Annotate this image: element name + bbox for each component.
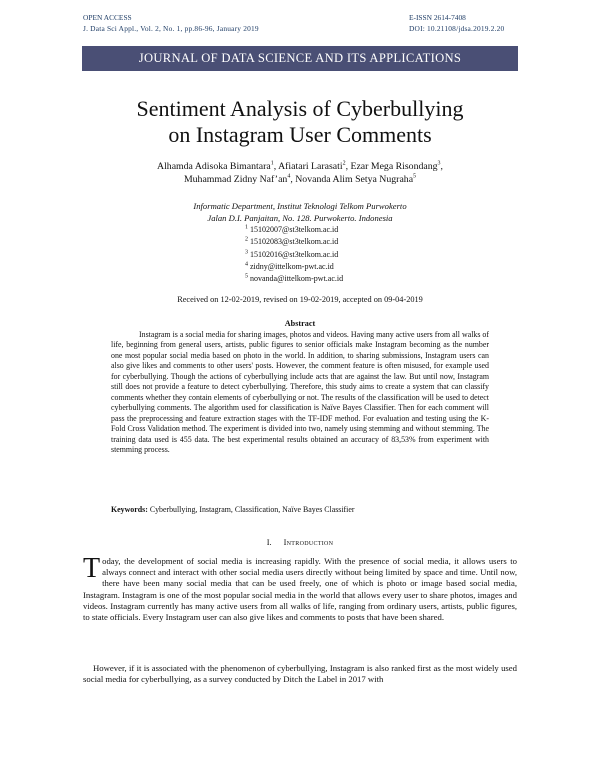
affiliation-line-1: Informatic Department, Institut Teknologi Telkom Purwokerto <box>193 201 407 211</box>
abstract-body: Instagram is a social media for sharing images, photos and videos. Having many active users from all walks of life, beginning from general users, artists, public figures to senior officials make Instagram becoming as the number one most popular social media based on photo in the world. In addition, to sharing submissions, Instagram users can also give likes and comments to other users' posts. However, the comment feature is often misused, for example used for cyberbullying. Though the actions of cyberbullying include acts that are against the law. But until now, Instagram still does not provide a feature to detect cyberbullying. Therefore, this study aims to create a system that can classify comments whether they contain elements of cyberbullying or not. The results of the classification will be used to detect cyberbullying comments. The algorithm used for classification is Naïve Bayes Classifier. Then for each comment will pass the preprocessing and feature extraction stages with the TF-IDF method. For evaluation and testing using the K-Fold Cross Validation method. The experiment is divided into two, namely using stemming and without stemming. The training data used is 455 data. The best experimental results obtained an accuracy of 83,53% from experiment with stemming process. <box>111 330 489 454</box>
email-sup: 3 <box>245 248 248 255</box>
journal-citation: J. Data Sci Appl., Vol. 2, No. 1, pp.86-96, January 2019 <box>83 23 259 33</box>
paragraph-text: oday, the development of social media is increasing rapidly. With the presence of social media, it allows users to always connect and interact with other social media users directly without being limited by space and time. Until now, there have been many social media that can be used freely, one of which is photo or image based social media, Instagram. Instagram is one of the most popular social media in the world that allows every user to share photos, images and videos. Instagram currently has many active users from all walks of life, ranging from ordinary users, artists, public figures, to state officials. Every Instagram user can also give likes and comments to posts that have been shared. <box>83 556 517 623</box>
affiliation <box>90 200 510 224</box>
email-text[interactable]: 15102083@st3telkom.ac.id <box>250 237 339 247</box>
abstract-heading: Abstract <box>284 319 316 328</box>
email-list <box>245 224 343 285</box>
affiliation-line-2: Jalan D.I. Panjaitan, No. 128. Purwokerto. Indonesia <box>207 213 393 223</box>
running-header-right <box>409 13 504 34</box>
drop-cap: T <box>83 553 101 584</box>
author-name: Afiatari Larasati <box>278 161 343 172</box>
keywords-text: Cyberbullying, Instagram, Classification, Naïve Bayes Classifier <box>149 505 355 514</box>
email-text[interactable]: novanda@ittelkom-pwt.ac.id <box>250 274 344 284</box>
email-text[interactable]: 15102016@st3telkom.ac.id <box>250 249 339 259</box>
email-text[interactable]: zidny@ittelkom-pwt.ac.id <box>250 261 334 271</box>
journal-name-banner: JOURNAL OF DATA SCIENCE AND ITS APPLICATIONS <box>82 46 518 71</box>
author-sup: 4 <box>287 173 291 180</box>
email-item <box>245 249 343 261</box>
keywords-label: Keywords: <box>111 505 148 514</box>
title-line-1: Sentiment Analysis of Cyberbullying <box>136 96 464 121</box>
author-sup: 5 <box>413 173 417 180</box>
author-name: Novanda Alim Setya Nugraha <box>295 174 414 185</box>
email-item <box>245 261 343 273</box>
section-number: I. <box>266 538 272 547</box>
intro-paragraph-1 <box>83 553 517 623</box>
author-sup: 3 <box>437 160 441 167</box>
email-sup: 2 <box>245 236 248 243</box>
open-access-label: OPEN ACCESS <box>83 13 132 22</box>
author-name: Ezar Mega Risondang <box>350 161 438 172</box>
author-name: Alhamda Adisoka Bimantara <box>157 161 271 172</box>
email-sup: 1 <box>245 224 248 231</box>
intro-paragraph-2: However, if it is associated with the phenomenon of cyberbullying, Instagram is also ranked first as the most widely used social media for cyberbullying, as a survey conducted by Ditch the Label in 2017 with <box>83 663 517 685</box>
author-list: Alhamda Adisoka Bimantara$^1$, Afiatari Larasati$^2$, Ezar Mega Risondang$^3$, Muhammad Zidny $Naf’an^4$, Novanda Alim Setya Nugraha$^5$ <box>157 160 443 185</box>
running-header-left <box>83 13 259 34</box>
email-item <box>245 224 343 236</box>
section-heading <box>0 538 600 547</box>
paper-title <box>60 96 540 148</box>
author-sup: 1 <box>270 160 274 167</box>
author-name: Muhammad Zidny Naf’an <box>183 174 288 185</box>
eissn: E-ISSN 2614-7408 <box>409 13 466 22</box>
keywords <box>111 505 511 514</box>
email-item <box>245 236 343 248</box>
received-dates: Received on 12-02-2019, revised on 19-02-2019, accepted on 09-04-2019 <box>177 295 423 304</box>
title-line-2: on Instagram User Comments <box>168 122 432 147</box>
email-sup: 4 <box>245 261 248 268</box>
email-text[interactable]: 15102007@st3telkom.ac.id <box>250 225 339 234</box>
email-sup: 5 <box>245 273 248 280</box>
section-title: Introduction <box>283 538 334 547</box>
author-sup: 2 <box>342 160 346 167</box>
email-item <box>245 273 343 285</box>
doi: DOI: 10.21108/jdsa.2019.2.20 <box>409 23 505 33</box>
